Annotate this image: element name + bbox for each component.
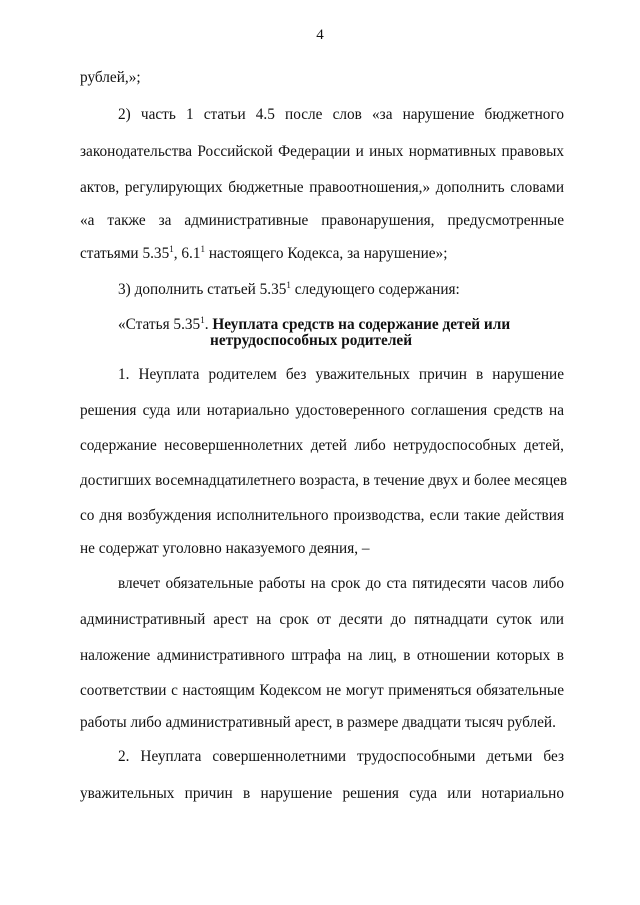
text-line: соответствии с настоящим Кодексом не могут применяться обязательные: [80, 682, 564, 699]
text-line: актов, регулирующих бюджетные правоотношения,» дополнить словами: [80, 179, 564, 196]
text-line: административный арест на срок от десяти до пятнадцати суток или: [80, 611, 564, 628]
article-title: Неуплата средств на содержание детей или: [212, 316, 511, 333]
text-line: содержание несовершеннолетних детей либо нетрудоспособных детей,: [80, 437, 564, 454]
text-line: «а также за административные правонарушения, предусмотренные: [80, 212, 564, 229]
article-title: нетрудоспособных родителей: [210, 332, 413, 349]
text-fragment: «Статья 5.35: [118, 316, 201, 333]
text-fragment: , 6.1: [173, 245, 201, 262]
text-line: влечет обязательные работы на срок до ста пятидесяти часов либо: [118, 575, 564, 592]
superscript: 1: [286, 280, 291, 290]
text-line: работы либо административный арест, в размере двадцати тысяч рублей.: [80, 714, 556, 731]
superscript: 1: [200, 244, 205, 254]
text-line: рублей,»;: [80, 69, 141, 86]
text-line: 2) часть 1 статьи 4.5 после слов «за нарушение бюджетного: [118, 106, 564, 123]
text-line: уважительных причин в нарушение решения суда или нотариально: [80, 785, 564, 802]
superscript: 1: [200, 315, 205, 325]
text-line: не содержат уголовно наказуемого деяния, –: [80, 540, 370, 557]
text-line: 1. Неуплата родителем без уважительных причин в нарушение: [118, 366, 564, 383]
text-fragment: 3) дополнить статьей 5.35: [118, 281, 287, 298]
text-fragment: .: [204, 316, 213, 333]
article-heading-line2: [210, 332, 640, 350]
page-number: 4: [316, 27, 324, 43]
text-line: со дня возбуждения исполнительного производства, если такие действия: [80, 507, 564, 524]
text-fragment: следующего содержания:: [290, 281, 460, 298]
text-line: решения суда или нотариально удостоверенного соглашения средств на: [80, 402, 564, 419]
text-fragment: статьями 5.35: [80, 245, 170, 262]
text-line: достигших восемнадцатилетнего возраста, в течение двух и более месяцев: [80, 472, 568, 489]
text-fragment: настоящего Кодекса, за нарушение»;: [205, 245, 448, 262]
text-line: [118, 281, 564, 299]
superscript: 1: [169, 244, 174, 254]
text-line: законодательства Российской Федерации и иных нормативных правовых: [80, 143, 564, 160]
text-line: наложение административного штрафа на лиц, в отношении которых в: [80, 647, 564, 664]
text-line: [80, 245, 564, 263]
text-line: 2. Неуплата совершеннолетними трудоспособными детьми без: [118, 748, 564, 765]
